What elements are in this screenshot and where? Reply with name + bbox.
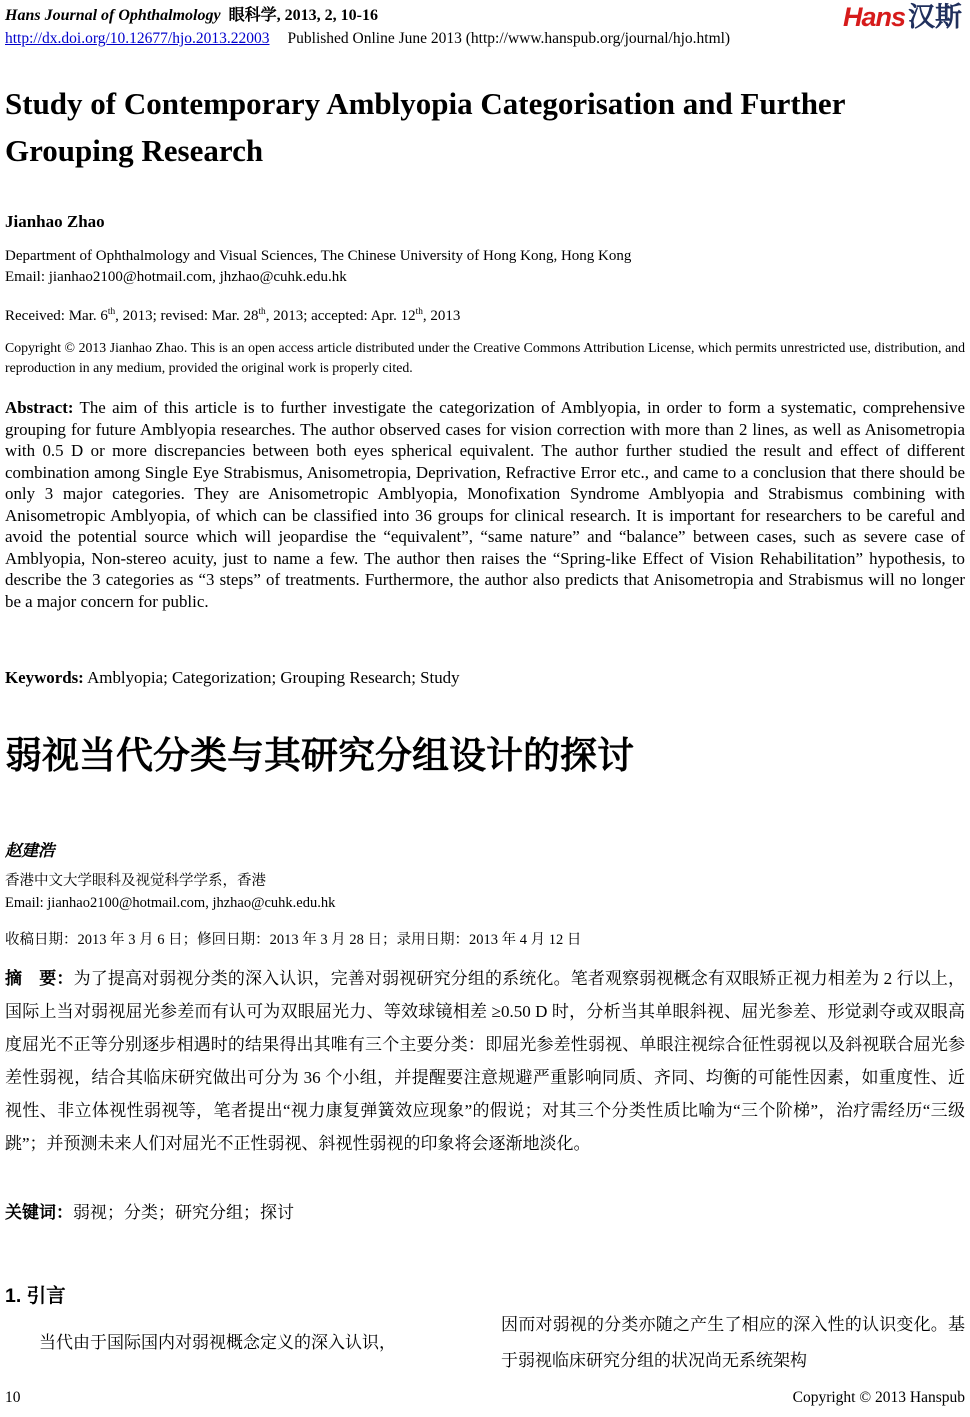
abstract-paragraph bbox=[5, 397, 965, 612]
paper-title: Study of Contemporary Amblyopia Categorisation and Further Grouping Research bbox=[5, 86, 845, 168]
chinese-keywords-label: 关键词： bbox=[5, 1203, 73, 1222]
affiliation-block bbox=[5, 246, 965, 288]
author-email: Email: jianhao2100@hotmail.com, jhzhao@cuhk.edu.hk bbox=[5, 269, 347, 285]
chinese-abstract-text: 为了提高对弱视分类的深入认识，完善对弱视研究分组的系统化。笔者观察弱视概念有双眼矫正视力相差为 2 行以上，国际上当对弱视屈光参差而有认可为双眼屈光力、等效球镜相差 ≥0.50 D 时，分析当其单眼斜视、屈光参差、形觉剥夺或双眼高度屈光不正等分别逐步相遇时的结果得出其唯有三个主要分类：即屈光参差性弱视、单眼注视综合征性弱视以及斜视联合屈光参差性弱视，结合其临床研究做出可分为 36 个小组，并提醒要注意规避严重影响同质、齐同、均衡的可能性因素，如重度性、近视性、非立体视性弱视等，笔者提出“视力康复弹簧效应现象”的假说；对其三个分类性质比喻为“三个阶梯”，治疗需经历“三级跳”；并预测未来人们对屈光不正性弱视、斜视性弱视的印象将会逐渐地淡化。 bbox=[5, 969, 966, 1153]
copyright-notice: Copyright © 2013 Jianhao Zhao. This is an open access article distributed under the Creative Commons Attribution License, which permits unrestricted use, distribution, and reproduction in any medium, provided the original work is properly cited. bbox=[5, 340, 965, 375]
published-online-text: Published Online June 2013 (http://www.hanspub.org/journal/hjo.html) bbox=[287, 30, 731, 47]
chinese-abstract-paragraph bbox=[5, 962, 965, 1160]
journal-name: Hans Journal of Ophthalmology bbox=[5, 7, 221, 24]
keywords-label: Keywords: bbox=[5, 668, 84, 687]
author-name: Jianhao Zhao bbox=[5, 212, 105, 231]
keywords-line bbox=[5, 667, 965, 688]
chinese-affiliation-block bbox=[5, 870, 965, 914]
hans-logo bbox=[843, 2, 962, 32]
footer-copyright: Copyright © 2013 Hanspub bbox=[792, 1389, 965, 1406]
section-heading-introduction: 1. 引言 bbox=[5, 1285, 66, 1307]
chinese-affiliation: 香港中文大学眼科及视觉科学学系，香港 bbox=[5, 873, 266, 889]
doi-line bbox=[5, 29, 965, 49]
page-number: 10 bbox=[5, 1389, 21, 1406]
chinese-abstract-label: 摘 要： bbox=[5, 969, 74, 988]
chinese-author-email: Email: jianhao2100@hotmail.com, jhzhao@cuhk.edu.hk bbox=[5, 895, 336, 911]
hans-logo-latin: Hans bbox=[842, 2, 905, 32]
affiliation: Department of Ophthalmology and Visual Sciences, The Chinese University of Hong Kong, Hong Kong bbox=[5, 248, 632, 264]
chinese-keywords-line bbox=[5, 1202, 965, 1223]
journal-issue: 眼科学, 2013, 2, 10-16 bbox=[228, 7, 378, 24]
intro-right-column bbox=[501, 1283, 965, 1379]
intro-paragraph-left: 当代由于国际国内对弱视概念定义的深入认识， bbox=[39, 1333, 396, 1352]
chinese-author: 赵建浩 bbox=[5, 841, 55, 860]
received-dates: Received: Mar. 6th, 2013; revised: Mar. 28th, 2013; accepted: Apr. 12th, 2013 bbox=[5, 307, 461, 324]
chinese-keywords-text: 弱视；分类；研究分组；探讨 bbox=[73, 1203, 294, 1222]
chinese-title: 弱视当代分类与其研究分组设计的探讨 bbox=[5, 735, 634, 776]
introduction-section bbox=[5, 1283, 965, 1379]
journal-header-line bbox=[5, 6, 965, 26]
chinese-dates: 收稿日期：2013 年 3 月 6 日；修回日期：2013 年 3 月 28 日；录用日期：2013 年 4 月 12 日 bbox=[5, 932, 582, 948]
intro-left-column bbox=[5, 1283, 469, 1379]
doi-link[interactable]: http://dx.doi.org/10.12677/hjo.2013.22003 bbox=[5, 30, 270, 47]
intro-paragraph-right: 因而对弱视的分类亦随之产生了相应的深入性的认识变化。基于弱视临床研究分组的状况尚无系统架构 bbox=[501, 1315, 965, 1370]
abstract-label: Abstract: bbox=[5, 398, 74, 417]
keywords-text: Amblyopia; Categorization; Grouping Research; Study bbox=[83, 668, 460, 687]
page-footer bbox=[5, 1388, 965, 1408]
hans-logo-chinese: 汉斯 bbox=[908, 2, 962, 32]
abstract-text: The aim of this article is to further investigate the categorization of Amblyopia, in order to form a systematic, comprehensive grouping for future Amblyopia researches. The author observed cases for vision correction with more than 2 lines, as well as Anisometropia with 0.5 D or more discrepancies between both eyes spherical equivalent. The author further studied the result and effect of different combination among Single Eye Strabismus, Anisometropia, Deprivation, Refractive Error etc., and came to a conclusion that there should be only 3 major categories. They are Anisometropic Amblyopia, Monofixation Syndrome Amblyopia and Strabismus combining with Anisometropic Amblyopia, of which can be classified into 36 groups for clinical research. It is important for researchers to be careful and avoid the potential source which will jeopardise the “equivalent”, “same nature” and “balance” between cases, such as severe case of Amblyopia, Non-stereo acuity, just to name a few. The author then raises the “Spring-like Effect of Vision Rehabilitation” hypothesis, to describe the 3 categories as “3 steps” of treatments. Furthermore, the author also predicts that Anisometropia and Strabismus will no longer be a major concern for public. bbox=[5, 398, 965, 611]
